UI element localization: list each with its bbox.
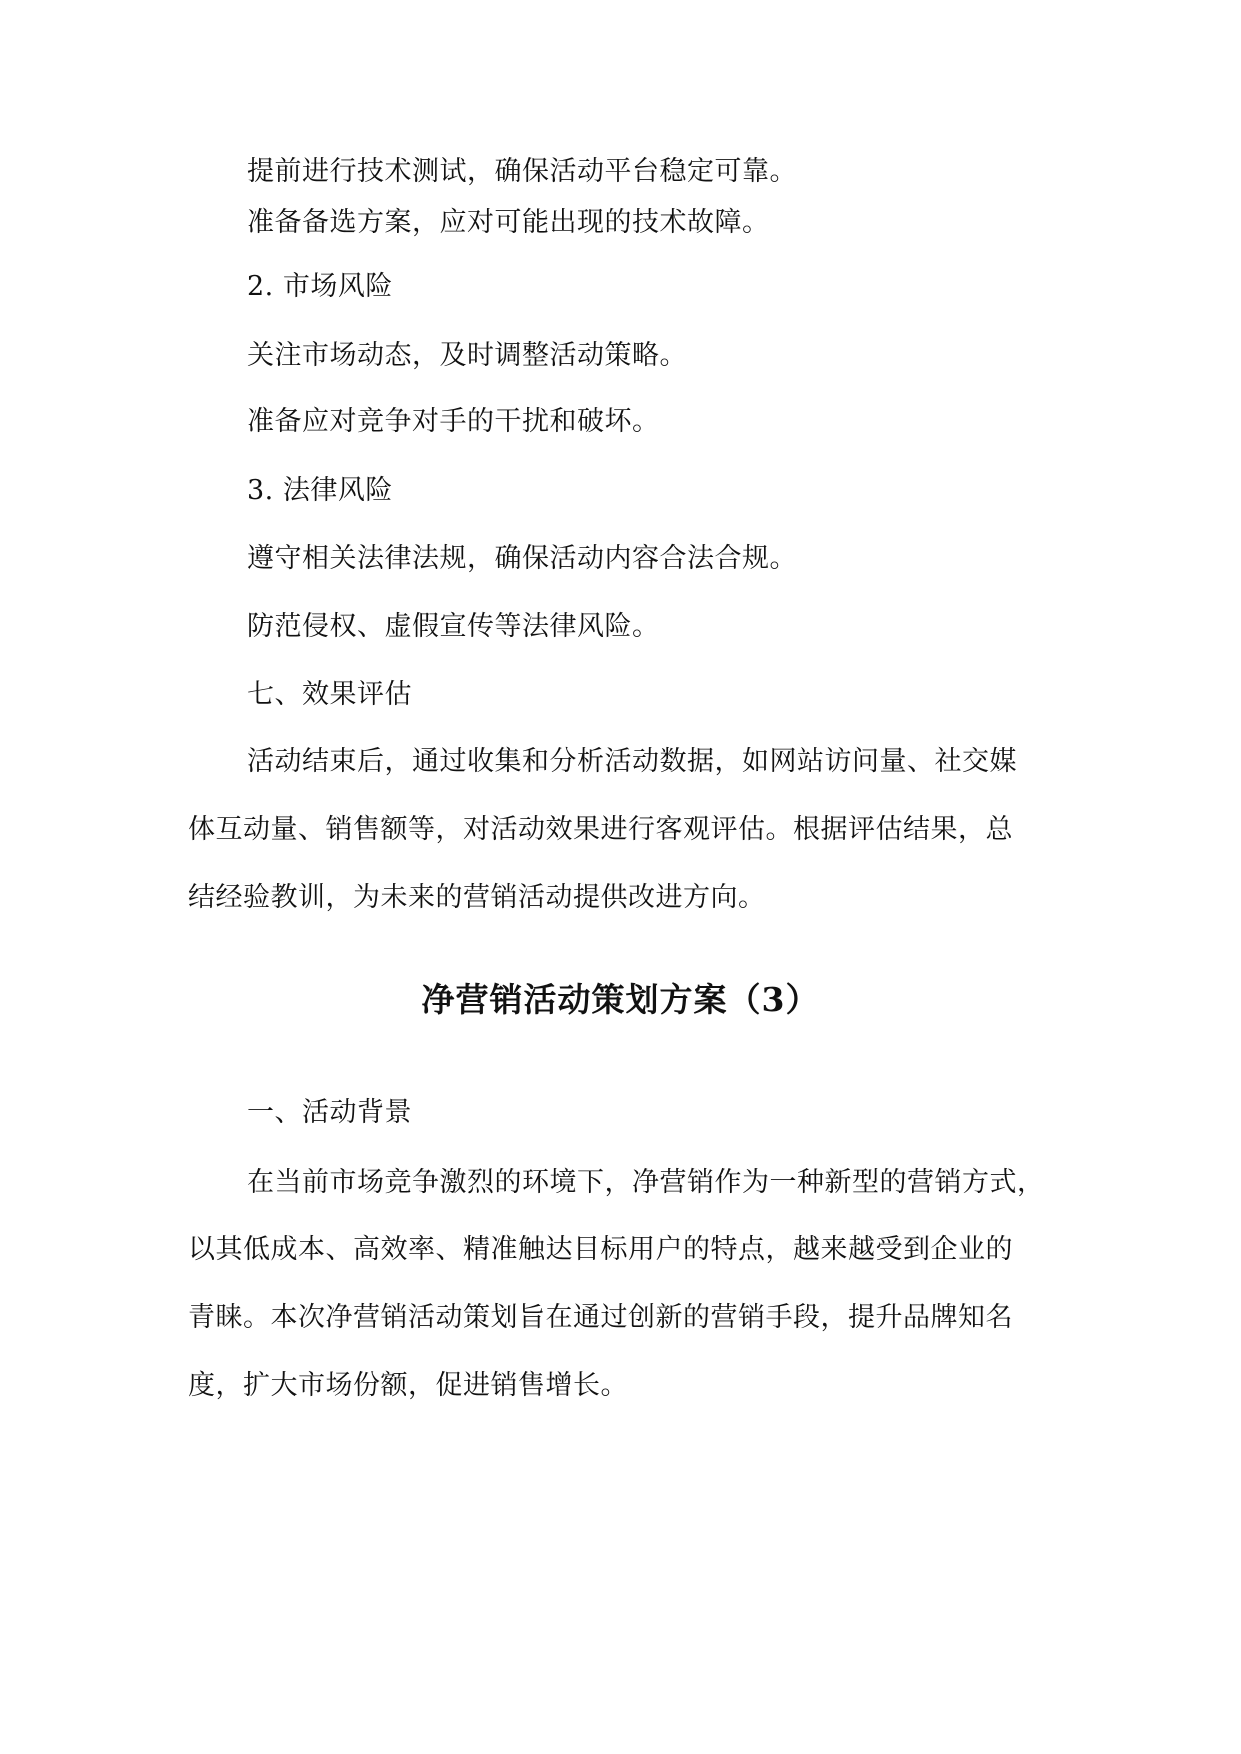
background-paragraph-line: 青睐。本次净营销活动策划旨在通过创新的营销手段，提升品牌知名: [188, 1302, 1013, 1333]
evaluation-paragraph-line: 体互动量、销售额等，对活动效果进行客观评估。根据评估结果，总: [188, 814, 1013, 845]
risk-item-legal-prevent: 防范侵权、虚假宣传等法律风险。: [247, 611, 660, 642]
heading-background: 一、活动背景: [247, 1097, 412, 1128]
risk-item-market-monitor: 关注市场动态，及时调整活动策略。: [247, 340, 687, 371]
evaluation-paragraph-line: 活动结束后，通过收集和分析活动数据，如网站访问量、社交媒: [247, 746, 1017, 777]
subheading-market-risk: 2. 市场风险: [247, 271, 393, 302]
section-title: 净营销活动策划方案（3）: [421, 980, 820, 1019]
subheading-legal-risk: 3. 法律风险: [247, 475, 393, 506]
background-paragraph-line: 在当前市场竞争激烈的环境下，净营销作为一种新型的营销方式，: [247, 1167, 1045, 1198]
background-paragraph-line: 度，扩大市场份额，促进销售增长。: [188, 1370, 628, 1401]
risk-item-tech-test: 提前进行技术测试，确保活动平台稳定可靠。: [247, 156, 797, 187]
heading-evaluation: 七、效果评估: [247, 679, 412, 710]
risk-item-market-competitor: 准备应对竞争对手的干扰和破坏。: [247, 406, 660, 437]
risk-item-legal-comply: 遵守相关法律法规，确保活动内容合法合规。: [247, 543, 797, 574]
evaluation-paragraph-line: 结经验教训，为未来的营销活动提供改进方向。: [188, 882, 766, 913]
risk-item-tech-backup: 准备备选方案，应对可能出现的技术故障。: [247, 207, 770, 238]
background-paragraph-line: 以其低成本、高效率、精准触达目标用户的特点，越来越受到企业的: [188, 1234, 1013, 1265]
